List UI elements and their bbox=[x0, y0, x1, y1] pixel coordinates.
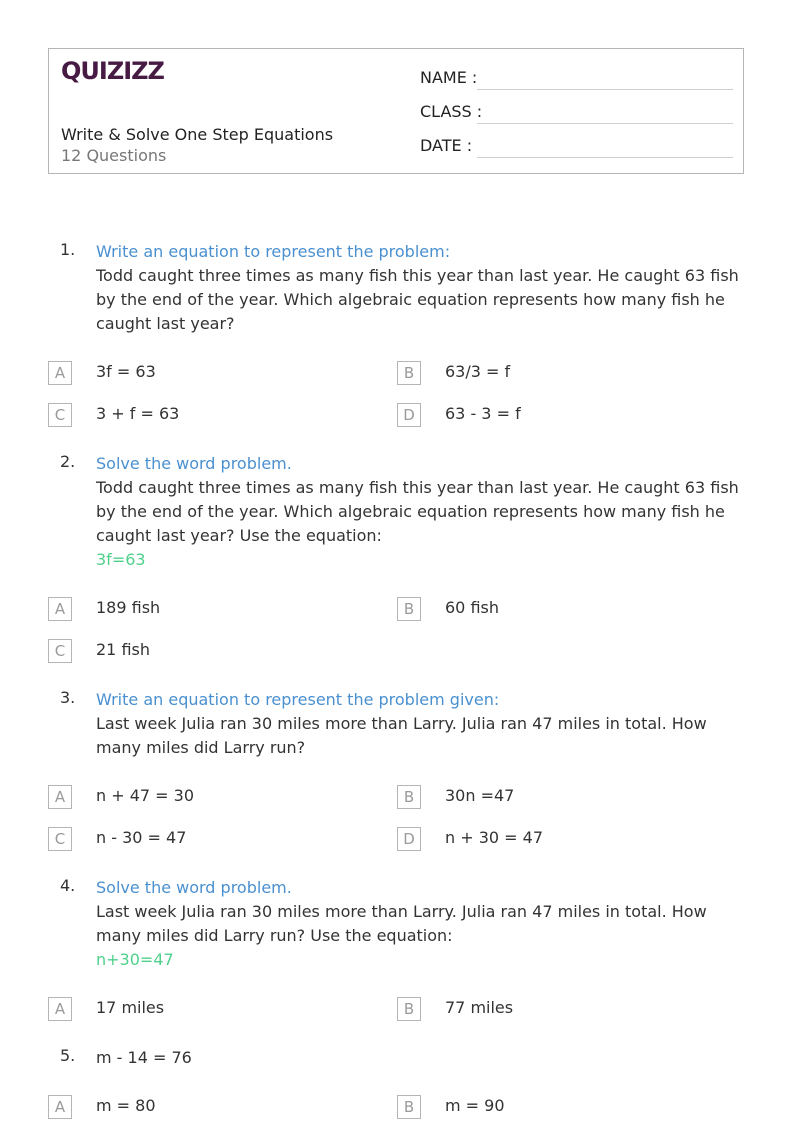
question-body: m - 14 = 76 bbox=[96, 1048, 192, 1067]
option-letter: A bbox=[48, 361, 72, 385]
question-body: Todd caught three times as many fish this year than last year. He caught 63 fish by the end of the year. Which algebraic equation represents how many fish he caught last year? bbox=[96, 266, 739, 333]
question-instruction: Write an equation to represent the problem: bbox=[96, 242, 451, 261]
question-equation: 3f=63 bbox=[96, 550, 146, 569]
option-text: n + 47 = 30 bbox=[96, 786, 195, 805]
class-label: CLASS : bbox=[420, 102, 483, 121]
option-text: n + 30 = 47 bbox=[445, 828, 544, 847]
class-line[interactable] bbox=[477, 123, 733, 124]
option-text: 189 fish bbox=[96, 598, 161, 617]
option-text: 63/3 = f bbox=[445, 362, 511, 381]
question-number: 1. bbox=[60, 240, 76, 259]
date-line[interactable] bbox=[477, 157, 733, 158]
option-letter: B bbox=[397, 785, 421, 809]
question-instruction: Write an equation to represent the problem given: bbox=[96, 690, 500, 709]
question-equation: n+30=47 bbox=[96, 950, 174, 969]
option-letter: B bbox=[397, 997, 421, 1021]
option-text: 77 miles bbox=[445, 998, 514, 1017]
option-text: m = 90 bbox=[445, 1096, 505, 1115]
option-text: 3f = 63 bbox=[96, 362, 156, 381]
name-line[interactable] bbox=[477, 89, 733, 90]
question-count: 12 Questions bbox=[61, 146, 167, 165]
option-letter: C bbox=[48, 639, 72, 663]
question-text bbox=[96, 688, 741, 760]
quizizz-logo: QUIZIZZ bbox=[61, 57, 164, 85]
option-letter: C bbox=[48, 403, 72, 427]
option-letter: A bbox=[48, 1095, 72, 1119]
option-text: 63 - 3 = f bbox=[445, 404, 521, 423]
option-text: n - 30 = 47 bbox=[96, 828, 187, 847]
option-text: m = 80 bbox=[96, 1096, 156, 1115]
option-letter: D bbox=[397, 827, 421, 851]
option-text: 3 + f = 63 bbox=[96, 404, 180, 423]
worksheet-title: Write & Solve One Step Equations bbox=[61, 125, 334, 144]
option-letter: B bbox=[397, 361, 421, 385]
question-text bbox=[96, 240, 741, 336]
question-text bbox=[96, 876, 741, 972]
question-number: 3. bbox=[60, 688, 76, 707]
option-letter: B bbox=[397, 597, 421, 621]
question-number: 2. bbox=[60, 452, 76, 471]
question-number: 5. bbox=[60, 1046, 76, 1065]
option-letter: A bbox=[48, 785, 72, 809]
name-label: NAME : bbox=[420, 68, 478, 87]
question-body: Last week Julia ran 30 miles more than Larry. Julia ran 47 miles in total. How many miles did Larry run? bbox=[96, 714, 707, 757]
date-field[interactable] bbox=[420, 136, 733, 158]
question-text bbox=[96, 452, 741, 572]
question-text bbox=[96, 1046, 741, 1070]
question-instruction: Solve the word problem. bbox=[96, 454, 292, 473]
worksheet-header bbox=[48, 48, 744, 174]
question-number: 4. bbox=[60, 876, 76, 895]
class-field[interactable] bbox=[420, 102, 733, 124]
option-letter: D bbox=[397, 403, 421, 427]
name-field[interactable] bbox=[420, 68, 733, 90]
option-text: 60 fish bbox=[445, 598, 499, 617]
question-body: Last week Julia ran 30 miles more than Larry. Julia ran 47 miles in total. How many miles did Larry run? Use the equation: bbox=[96, 902, 707, 945]
option-letter: B bbox=[397, 1095, 421, 1119]
question-instruction: Solve the word problem. bbox=[96, 878, 292, 897]
option-letter: C bbox=[48, 827, 72, 851]
question-body: Todd caught three times as many fish this year than last year. He caught 63 fish by the end of the year. Which algebraic equation represents how many fish he caught last year? Use the equation: bbox=[96, 478, 739, 545]
option-letter: A bbox=[48, 997, 72, 1021]
option-letter: A bbox=[48, 597, 72, 621]
option-text: 21 fish bbox=[96, 640, 150, 659]
option-text: 30n =47 bbox=[445, 786, 515, 805]
option-text: 17 miles bbox=[96, 998, 165, 1017]
date-label: DATE : bbox=[420, 136, 473, 155]
